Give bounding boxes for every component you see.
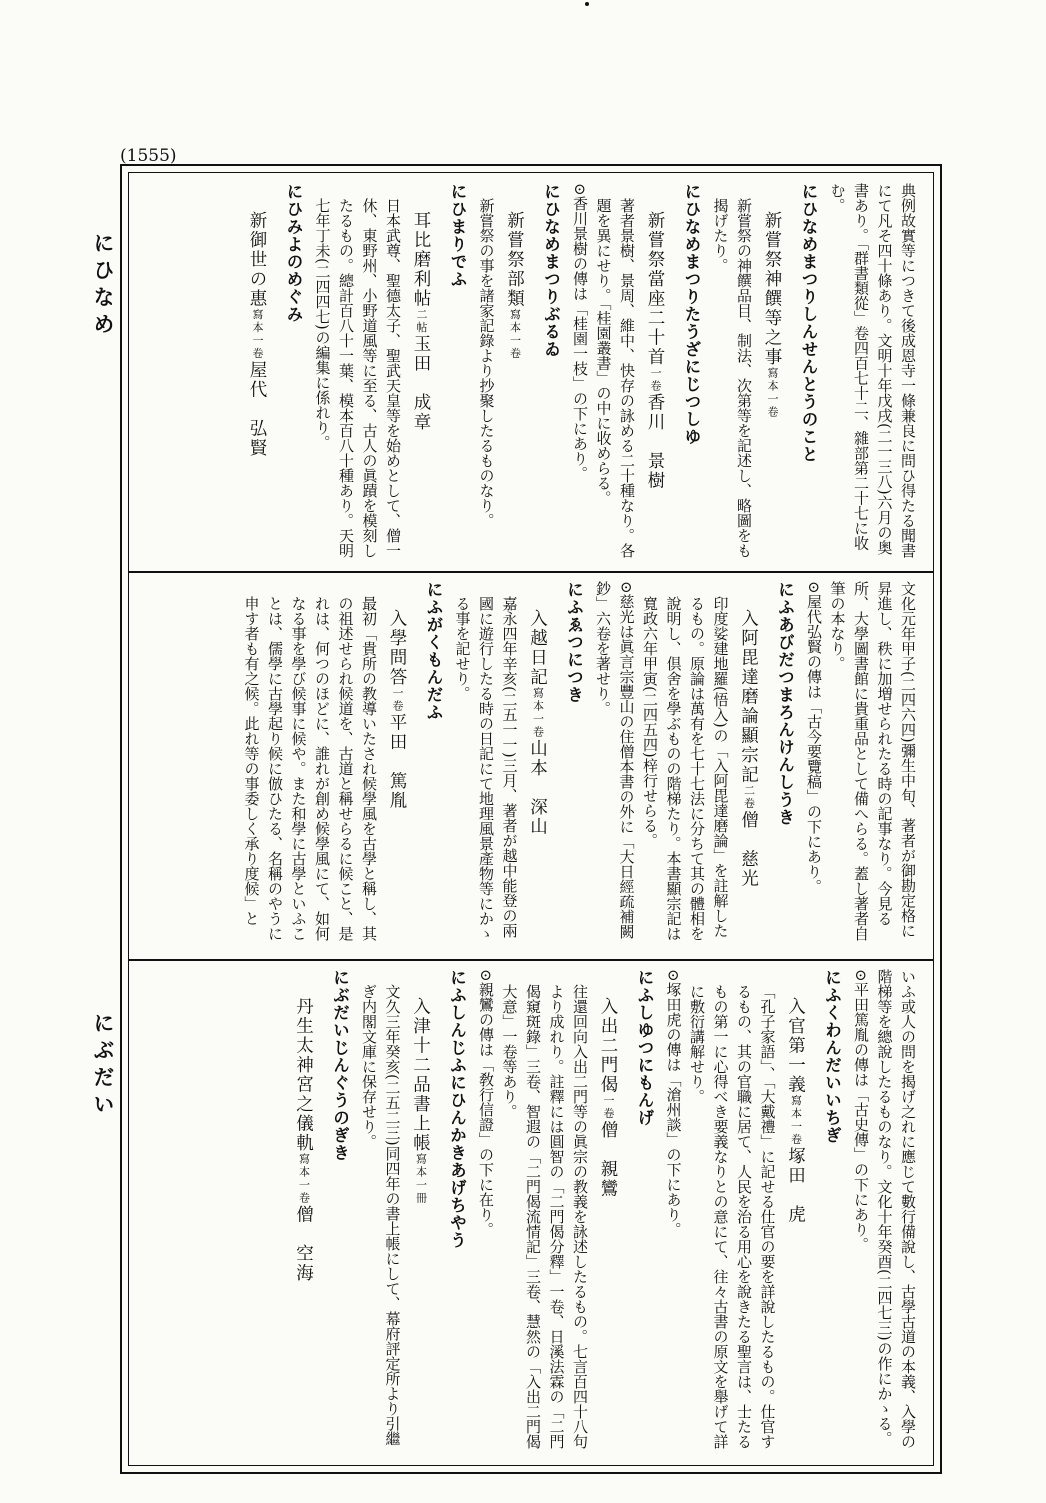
entry-title: 入津十二品書上帳寫本一冊 <box>410 997 431 1205</box>
page-number: (1555) <box>120 146 177 166</box>
entry-reading: にひなめまつりたうざにじつしゆ <box>682 183 701 446</box>
continuation-text: 典例故實等につきて後成恩寺一條兼良に問ひ得たる聞書にて凡そ四十條あり。文明十年戊戌(二一三八)六月の奥書あり。「群書類從」卷四百七十二、雜部第二十七に收む。 <box>828 183 917 558</box>
entry-title: 丹生太神宮之儀軌寫本一卷僧 空海 <box>293 997 314 1283</box>
page-frame <box>120 164 942 1474</box>
entry-body: 最初「貴所の教導いたされ候學風を古學と稱し、其の祖述せられ候道を、古道と稱せらるに候こと、是れは、何つのほどに、誰れが創め候學風にて、如何なる事を學び候事に候や。また和學に古學といふことは、儒學に古學起り候に倣ひたる、名稱のやうに申す者も有之候。此れ等の事委しく承り度候」と <box>242 596 378 941</box>
margin-label-bottom: にぶだい <box>91 1012 116 1120</box>
entry-reading: にふくわんだいいちぎ <box>822 969 842 1144</box>
print-speck <box>585 2 589 6</box>
entry-reading: にひまりでふ <box>448 183 467 288</box>
entry-body: 新嘗祭の事を諸家記錄より抄聚したるものなり。 <box>477 198 496 528</box>
continuation-note: ⊙屋代弘賢の傳は「古今要覽稿」の下にあり。 <box>805 581 823 894</box>
entry-reading: にひみよのめぐみ <box>284 183 303 323</box>
tier-3 <box>143 969 919 1459</box>
entry-body: 印度娑建地羅(悟入)の「入阿毘達磨論」を註解したるもの。原論は萬有を七十七法に分ちて其の體相を說明し、倶舍を學ぶものの階梯たり。本書顯宗記は寬政六年甲寅(二四五四)梓行せらる。 <box>641 596 730 941</box>
continuation-note: ⊙平田篤胤の傳は「古史傳」の下にあり。 <box>852 969 870 1252</box>
entry-note: ⊙香川景樹の傳は「桂園一枝」の下にあり。 <box>571 183 589 481</box>
entry-reading: にふあびだつまろんけんしうき <box>775 581 795 826</box>
entry-author: 僧 空海 <box>293 1205 314 1283</box>
entry-reading: にふゑつにつき <box>564 581 584 704</box>
entry-note: ⊙塚田虎の傳は「滄州談」の下にあり。 <box>664 969 683 1237</box>
entry-body: 日本武尊、聖德太子、聖武天皇等を始めとして、僧一休、東野州、小野道風等に至る、古人の眞蹟を模刻したるもの。總計百八十一葉、模本百八十種あり。天明七年丁未(二四四七)の編集に係れり。 <box>313 198 402 558</box>
entry-author: 玉田 成章 <box>411 334 431 432</box>
continuation-text: いふ或人の問を揭げ之れに應じて數行備說し、古學古道の本義、入學の階梯等を總說したるものなり。文化十年癸酉(二四七三)の作にかゝる。 <box>875 969 917 1449</box>
tier-divider-2 <box>129 959 933 961</box>
entry-note: ⊙親鸞の傳は「敎行信證」の下に在り。 <box>477 969 495 1237</box>
entry-title: 新嘗祭神饌等之事寫本一卷 <box>762 211 782 419</box>
entry-title: 入越日記寫本一卷山本 深山 <box>527 609 548 837</box>
entry-reading: にふしゆつにもんげ <box>635 969 654 1127</box>
margin-label-top: にひなめ <box>91 232 116 340</box>
entry-body: 著者景樹、景周、維中、快存の詠める二十種なり。各題を異にせり。「桂園叢書」の中に收めらる。 <box>594 198 636 558</box>
entry-author: 僧 親鸞 <box>598 1120 618 1199</box>
entry-note: ⊙慈光は眞言宗豐山の住僧本書の外に「大日經疏補闕鈔」六卷を著せり。 <box>594 581 636 939</box>
entry-body: 新嘗祭の神饌品目、制法、次第等を記述し、略圖をも揭げたり。 <box>711 198 753 558</box>
entry-title: 入官第一義寫本一卷塚田 虎 <box>785 997 806 1225</box>
entry-reading: にふしんじふにひんかきあげちやう <box>447 969 467 1249</box>
entry-title: 耳比磨利帖二帖玉田 成章 <box>411 211 431 432</box>
entry-author: 僧 慈光 <box>738 810 759 889</box>
entry-author: 香川 景樹 <box>645 393 665 491</box>
entry-body: 往還回向入出二門等の眞宗の教義を詠述したるもの。七言百四十八句より成れり。註釋には圓智の「二門偈分釋」一卷、日溪法霖の「二門偈窺斑錄」三卷、智遐の「二門偈流情記」三卷、慧然の「入出二門偈大意」一卷等あり。 <box>500 984 589 1449</box>
entry-title: 新御世の惠寫本一卷屋代 弘賢 <box>247 211 267 458</box>
entry-author: 平田 篤胤 <box>387 713 407 811</box>
entry-title: 入阿毘達磨論顯宗記二卷僧 慈光 <box>738 609 759 889</box>
entry-title: 入學問答一卷平田 篤胤 <box>387 609 407 811</box>
tier-divider-1 <box>129 571 933 573</box>
entry-author: 山本 深山 <box>527 739 548 837</box>
entry-reading: にぶだいじんぐうのぎき <box>330 969 350 1162</box>
inner-frame <box>128 172 934 1466</box>
entry-reading: にふがくもんだふ <box>424 581 443 721</box>
tier-2 <box>143 581 919 951</box>
entry-reading: にひなめまつりぶるゐ <box>541 183 561 358</box>
entry-title: 入出二門偈一卷僧 親鸞 <box>598 997 618 1199</box>
entry-body: 文久三年癸亥(二五二三)同四年の書上帳にして、幕府評定所より引繼ぎ内閣文庫に保存せり。 <box>360 984 402 1446</box>
entry-reading: にひなめまつりしんせんとうのこと <box>799 183 818 463</box>
entry-body: 嘉永四年辛亥(二五一一)三月、著者が越中能登の兩國に遊行したる時の日記にて地理風景產物等にかゝる事を記せり。 <box>453 596 519 941</box>
entry-author: 塚田 虎 <box>785 1146 806 1225</box>
entry-title: 新嘗祭部類寫本一卷 <box>504 211 525 361</box>
continuation-text: 文化元年甲子(二四六四)彌生中旬、著者が御勘定格に昇進し、秩に加増せられたる時の記事なり。今見る所、大學圖書館に貴重品として備へらる。蓋し著者自筆の本なり。 <box>828 581 917 941</box>
tier-1 <box>143 183 919 563</box>
entry-author: 屋代 弘賢 <box>247 360 267 458</box>
entry-body: 「孔子家語」、「大戴禮」に記せる仕官の要を詳說したるもの。仕官するもの、其の官職に居て、人民を治る用心を說きたる聖言は、士たるもの第一に心得べき要義なりとの意にて、往々古書の原文を舉げて詳に敷衍講解せり。 <box>688 984 777 1449</box>
entry-title: 新嘗祭當座二十首一卷香川 景樹 <box>645 211 665 491</box>
